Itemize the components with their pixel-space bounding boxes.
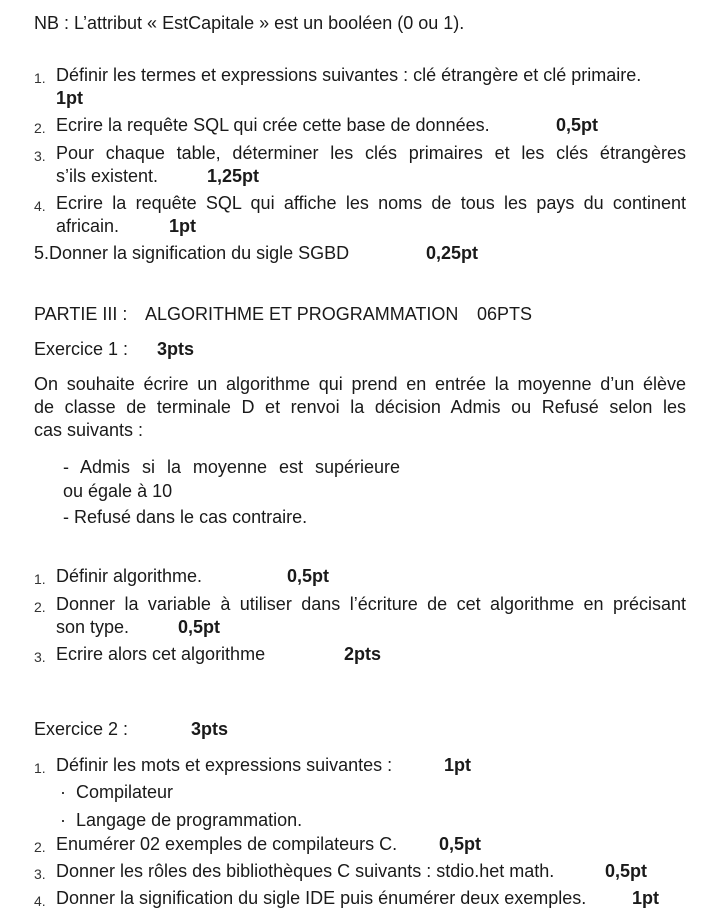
question-points: 1,25pt xyxy=(207,166,260,186)
section-title: ALGORITHME ET PROGRAMMATION xyxy=(145,304,459,324)
bullet-icon: · xyxy=(60,810,66,830)
question-points: 0,5pt xyxy=(605,861,648,881)
question-number: 4. xyxy=(34,893,46,909)
question-points: 0,5pt xyxy=(287,566,330,586)
bullet-item: Compilateur xyxy=(76,782,174,802)
question-number: 3. xyxy=(34,649,46,665)
question-text-continued: s’ils existent. xyxy=(56,166,159,186)
case-item: - Admis si la moyenne est supérieure xyxy=(63,457,400,477)
case-item: - Refusé dans le cas contraire. xyxy=(63,507,308,527)
exercise-intro-line: On souhaite écrire un algorithme qui prend en entrée la moyenne d’un élève xyxy=(34,374,686,394)
exercise-label: Exercice 1 : xyxy=(34,339,129,359)
question-text: Donner la variable à utiliser dans l’écriture de cet algorithme en précisant xyxy=(56,594,686,614)
exercise-intro-line: de classe de terminale D et renvoi la décision Admis ou Refusé selon les xyxy=(34,397,686,417)
exercise-points: 3pts xyxy=(157,339,195,359)
question-text: Définir les termes et expressions suivantes : clé étrangère et clé primaire. xyxy=(56,65,642,85)
question-text: Ecrire la requête SQL qui affiche les noms de tous les pays du continent xyxy=(56,193,686,213)
question-points: 0,5pt xyxy=(556,115,599,135)
question-points: 0,25pt xyxy=(426,243,479,263)
bullet-icon: · xyxy=(60,782,66,802)
question-text-continued: son type. xyxy=(56,617,130,637)
question-number: 2. xyxy=(34,599,46,615)
section-label: PARTIE III : xyxy=(34,304,128,324)
question-text: Donner les rôles des bibliothèques C suivants : stdio.het math. xyxy=(56,861,555,881)
bullet-item: Langage de programmation. xyxy=(76,810,303,830)
question-number: 4. xyxy=(34,198,46,214)
question-points: 0,5pt xyxy=(178,617,221,637)
question-text-continued: africain. xyxy=(56,216,120,236)
exercise-label: Exercice 2 : xyxy=(34,719,129,739)
question-points: 0,5pt xyxy=(439,834,482,854)
question-number: 3. xyxy=(34,866,46,882)
question-number: 3. xyxy=(34,148,46,164)
question-text: Définir algorithme. xyxy=(56,566,203,586)
question-text: 5.Donner la signification du sigle SGBD xyxy=(34,243,350,263)
question-text: Donner la signification du sigle IDE puis énumérer deux exemples. xyxy=(56,888,587,908)
exercise-points: 3pts xyxy=(191,719,229,739)
section-points: 06PTS xyxy=(477,304,533,324)
question-text: Enumérer 02 exemples de compilateurs C. xyxy=(56,834,398,854)
question-number: 1. xyxy=(34,760,46,776)
question-points: 1pt xyxy=(444,755,471,775)
nb-note: NB : L’attribut « EstCapitale » est un booléen (0 ou 1). xyxy=(34,13,465,33)
question-text: Pour chaque table, déterminer les clés primaires et les clés étrangères xyxy=(56,143,686,163)
question-points: 1pt xyxy=(169,216,196,236)
question-number: 2. xyxy=(34,839,46,855)
question-number: 1. xyxy=(34,70,46,86)
question-points: 2pts xyxy=(344,644,382,664)
question-points: 1pt xyxy=(632,888,659,908)
question-number: 1. xyxy=(34,571,46,587)
case-item-continued: ou égale à 10 xyxy=(63,481,173,501)
question-text: Définir les mots et expressions suivantes : xyxy=(56,755,393,775)
question-number: 2. xyxy=(34,120,46,136)
question-text: Ecrire la requête SQL qui crée cette base de données. xyxy=(56,115,490,135)
question-points: 1pt xyxy=(56,88,83,108)
exercise-intro-line: cas suivants : xyxy=(34,420,144,440)
question-text: Ecrire alors cet algorithme xyxy=(56,644,266,664)
